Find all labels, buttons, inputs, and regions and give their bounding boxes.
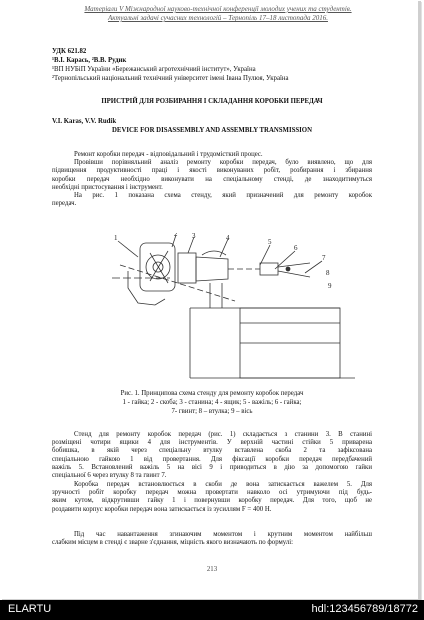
text-line: Стенд для ремонту коробок передач (рис. 1) складається з станини 3. В станині	[74, 431, 372, 438]
affiliation-2: ²Тернопільський національний технічний університет імені Івана Пулюя, Україна	[52, 75, 289, 82]
figure-label: 9	[328, 282, 332, 290]
handle-id: hdl:123456789/18772	[311, 603, 418, 615]
text-line: передач.	[52, 200, 77, 208]
authors-ukrainian: ¹В.І. Карась, ²В.В. Рудик	[52, 57, 127, 64]
text-line: розміщені чотири ящики 4 для інструментів. У верхній частині стійки 5 приварена	[52, 439, 372, 447]
text-line: Провівши порівняльний аналіз ремонту коробки передач, було виявлено, що для	[74, 159, 372, 167]
page-number: 213	[206, 566, 218, 573]
udk-code: УДК 621.82	[52, 48, 87, 55]
leader-line	[118, 241, 138, 257]
text-line: спеціальної 6 через втулку 8 та гвинт 7.	[52, 472, 167, 480]
text-line: Ремонт коробки передач - відповідальний і трудомісткий процес.	[74, 151, 263, 158]
paragraph-intro	[52, 151, 372, 192]
center-line	[120, 265, 235, 301]
conference-header-line2: Актуальні задачі сучасних технологій – Тернопіль 17–18 листопада 2016.	[108, 14, 328, 22]
text-line: коробки передач необхідно виконувати на спеціальному стенді, де знаходитимуться	[52, 175, 372, 183]
figure-label: 3	[192, 233, 196, 240]
bracket-outline	[128, 271, 165, 305]
figure-label: 2	[174, 233, 178, 238]
text-line: зручності робіт коробку передач можна провертати навколо осі утримуючи під будь-	[52, 489, 372, 497]
text-line: необхідні пристосування і інструмент.	[52, 183, 163, 191]
sleeve	[196, 257, 228, 281]
figure-label: 5	[268, 238, 272, 246]
affiliation-1: ¹ВП НУБіП України «Бережанський агротехнічний інститут», Україна	[52, 66, 256, 73]
text-line: підвищення продуктивності праці і якості виконуваних робіт, розбирання і збирання	[52, 167, 372, 175]
text-line: Коробка передач встановлюється в скоби де вона затискається важелем 5. Для	[74, 481, 372, 488]
text-line: яким кутом, відкрутивши гайку 1 і повернувши коробку передач. Для того, щоб не	[52, 497, 372, 505]
figure-caption-legend-2: 7- гвинт; 8 – втулка; 9 – вісь	[171, 408, 253, 415]
text-line: бобишка, в якій через спеціальну втулку вставлена скоба 2 та зафіксована	[52, 447, 372, 455]
figure-caption-title: Рис. 1. Принципова схема стенду для ремонту коробок передач	[120, 390, 304, 397]
figure-label: 8	[326, 269, 330, 277]
stand-schematic-figure	[110, 233, 370, 383]
title-english: DEVICE FOR DISASSEMBLY AND ASSEMBLY TRANSMISSION	[112, 127, 312, 134]
text-line: На рис. 1 показана схема стенду, який призначений для ремонту коробок	[74, 192, 372, 199]
lever-arms	[278, 263, 310, 277]
clamp-block	[178, 253, 196, 283]
text-line: Під час навантаження згинаючим моментом і крутним моментом найбільш	[74, 531, 372, 538]
figure-label: 7	[322, 254, 326, 262]
figure-caption-legend-1: 1 - гайка; 2 - скоба; 3 - станина; 4 - ящик; 5 - важіль; 6 - гайка;	[122, 399, 302, 406]
repository-footer	[0, 600, 424, 620]
text-line: роздавити корпус коробки передач вона затискається із зусиллям F = 400 Н.	[52, 505, 272, 513]
text-line: спеціальною гайкою 1 від провертання. Для фіксації коробки передач передбачений	[52, 455, 372, 463]
figure-label: 1	[114, 234, 118, 242]
figure-label: 4	[226, 234, 230, 242]
paragraph-stand-description	[52, 431, 372, 480]
title-ukrainian: ПРИСТРІЙ ДЛЯ РОЗБИРАННЯ І СКЛАДАННЯ КОРОБКИ ПЕРЕДАЧ	[101, 98, 323, 105]
authors-english: V.I. Karas, V.V. Rudik	[52, 118, 117, 125]
paragraph-load	[52, 531, 372, 547]
conference-header-line1: Матеріали V Міжнародної науково-технічної конференції молодих учених та студентів.	[84, 5, 352, 13]
repository-name: ELARTU	[8, 603, 52, 615]
text-line: слабким місцем в стенді є зварне з'єднання, міцність якого визначають по формулі:	[52, 539, 294, 547]
paragraph-installation	[52, 481, 372, 514]
paragraph-figure-ref	[52, 192, 372, 208]
figure-label: 6	[294, 244, 298, 252]
text-line: важіль 5. Встановлений важіль 5 на вісі 9 і приводиться в дію за допомогою гайки	[52, 463, 372, 471]
